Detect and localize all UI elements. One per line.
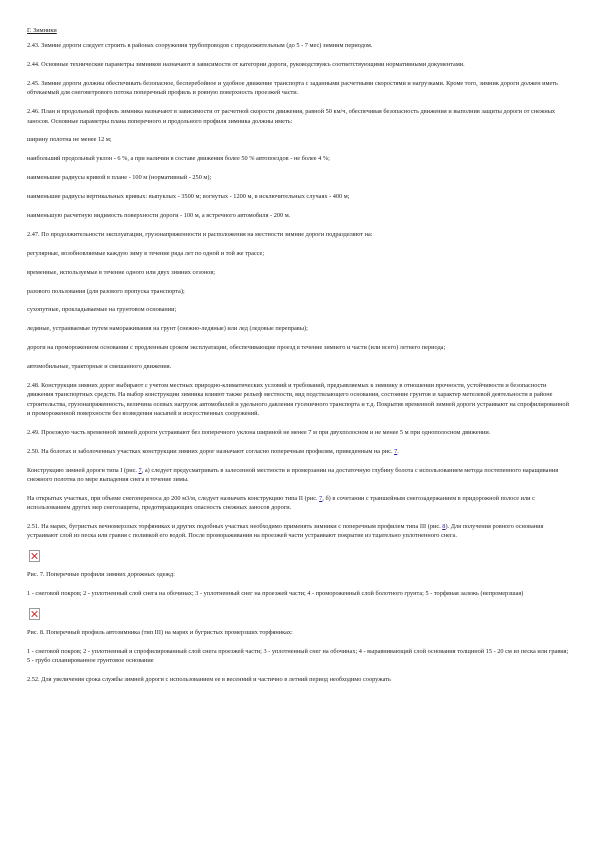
figure-7-link[interactable]: 7 xyxy=(319,494,323,502)
paragraph-type-2-end: , б) в сочетании с траншейным снегозадержанием в придорожной полосе или с использованием других мер снегозащиты, предотвращающих опасность снежных заносов дороги. xyxy=(27,494,535,512)
paragraph-type-2-text: На открытых участках, при объеме снегопереноса до 200 м3/м, следует назначать конструкцию типа II (рис. xyxy=(27,494,320,502)
paragraph-2-43: 2.43. Зимние дороги следует строить в районах сооружения трубопроводов с продолжительным (до 5 - 7 мес) зимним периодом. xyxy=(27,42,373,50)
paragraph-2-49: 2.49. Проезжую часть временной зимней дороги устраивают без поперечного уклона шириной не менее 7 м при двухполосном и не менее 5 м при однополосном движении. xyxy=(27,428,491,436)
paragraph-2-44: 2.44. Основные технические параметры зимников назначают в зависимости от категории дороги, руководствуясь соответствующими нормативными документами. xyxy=(27,61,465,69)
paragraph-2-46: 2.46. План и продольный профиль зимника назначают в зависимости от расчетной скорости движения, равной 50 км/ч, обеспечивая безопасность движения и выполнив защиты дороги от снежных заносов. Основные параметры плана поперечного и продольного профиля зимника должны иметь: xyxy=(27,108,556,125)
paragraph-2-50 xyxy=(27,447,572,456)
paragraph-2-47: 2.47. По продолжительности эксплуатации, грузонапряженности и расположения на местности зимние дороги подразделяют на: xyxy=(27,230,373,238)
paragraph-2-51 xyxy=(27,522,572,541)
list-item-frozen-base: дороги на промороженном основании с продленным сроком эксплуатации, обеспечивающие проезд в течение зимнего и части (или всего) летнего периода; xyxy=(27,344,446,352)
list-item-single-use: разового пользования (для разового пропуска транспорта); xyxy=(27,287,185,295)
list-item-slope: наибольший продольный уклон - 6 %, а при наличии в составе движения более 50 % автопоездов - не более 4 %; xyxy=(27,155,330,163)
figure-8-link[interactable]: 8 xyxy=(442,522,446,530)
list-item-ice: ледяные, устраиваемые путем намораживания на грунт (снежно-ледяные) или лед (ледовые переправы); xyxy=(27,325,308,333)
broken-image-icon xyxy=(29,550,40,562)
list-item-temporary: временные, используемые в течение одного или двух зимних сезонов; xyxy=(27,268,216,276)
paragraph-type-1 xyxy=(27,466,572,485)
figure-7-link[interactable]: 7 xyxy=(138,466,142,474)
figure-7-caption: Рис. 7. Поперечные профили зимних дорожных одежд: xyxy=(27,571,175,579)
paragraph-type-2 xyxy=(27,494,572,513)
paragraph-2-51-end: ). Для получения ровного основания устраивают слой из песка или гравия с поливкой его водой. После промораживания на проезжей части устраивают покрытие из тщательно уплотненного снега. xyxy=(27,522,544,540)
document-page xyxy=(27,26,572,694)
paragraph-2-52: 2.52. Для увеличения срока службы зимней дороги с использованием ее в весенний и частично в летний период необходимо сооружать xyxy=(27,676,391,684)
list-item-regular: регулярные, возобновляемые каждую зиму в течение ряда лет по одной и той же трассе; xyxy=(27,249,265,257)
broken-image-icon xyxy=(29,608,40,620)
paragraph-2-48: 2.48. Конструкции зимних дорог выбирают с учетом местных природно-климатических условий и требований, предъявляемых к зимнику в отношении прочности, устойчивости и безопасности движения транспортных средств. На выбор конструкции зимника влияют также рельеф местности, вид подстилающего основания, состояние грунтов и характер метелевой деятельности в районе строительства, грузонапряженность, величина осевых нагрузок автомобилей и удельного давления гусеничного транспорта и т.д. Покрытие временной зимней дороги устраивают на спрофилированной и промороженной поверхности без возведения насыпей и искусственных сооружений. xyxy=(27,382,569,417)
paragraph-2-51-text: 2.51. На марях, бугристых вечномерзлых торфяниках и других подобных участках необходимо применять зимники с поперечным профилем типа III (рис. xyxy=(27,522,443,530)
list-item-width: ширину полотна не менее 12 м; xyxy=(27,136,112,144)
paragraph-type-1-text: Конструкцию зимней дороги типа I (рис. xyxy=(27,466,139,474)
list-item-visibility: наименьшую расчетную видимость поверхности дороги - 100 м, а встречного автомобиля - 200 м. xyxy=(27,212,291,220)
paragraph-2-50-end: . xyxy=(397,447,399,455)
figure-8-legend: 1 - снеговой покров; 2 - уплотненный и спрофилированный слой снега проезжей части; 3 - уплотненный снег на обочинах; 4 - выравнивающий слой основания толщиной 15 - 20 см из песка или гравия; 5 - грубо спланированное грунтовое основание xyxy=(27,647,569,665)
figure-8-caption: Рис. 8. Поперечный профиль автозимника (тип III) на марях и бугристых промерзших торфяниках: xyxy=(27,628,293,636)
figure-7-legend: 1 - снеговой покров; 2 - уплотненный слой снега на обочинах; 3 - уплотненный снег на проезжей части; 4 - промороженный слой болотного грунта; 5 - торфяная залежь (непромерзшая) xyxy=(27,590,524,598)
list-item-vehicle-types: автомобильные, тракторные и смешанного движения. xyxy=(27,363,172,371)
list-item-plan-radius: наименьшие радиусы кривой в плане - 100 м (нормативный - 250 м); xyxy=(27,174,212,182)
paragraph-2-45: 2.45. Зимние дороги должны обеспечивать безопасное, бесперебойное и удобное движение транспорта с заданными расчетными скоростями и нагрузками. Кроме того, зимник дороги должен иметь обтекаемый для снеговетрового потока поперечный профиль и ровную поверхность проезжей части. xyxy=(27,80,558,97)
paragraph-type-1-end: , а) следует предусматривать в залесенной местности и промерзании на достаточную глубину болота с использованием метода постепенного наращивания снежного полотна по мере выпадения снега в течение зимы. xyxy=(27,466,559,483)
section-heading: Г. Зимники xyxy=(27,27,57,34)
figure-7-link[interactable]: 7 xyxy=(394,447,398,455)
list-item-land: сухопутные, прокладываемые на грунтовом основании; xyxy=(27,306,177,314)
list-item-vertical-radius: наименьшие радиусы вертикальных кривых: выпуклых - 3500 м; вогнутых - 1200 м, в исключительных случаях - 400 м; xyxy=(27,193,350,201)
paragraph-2-50-text: 2.50. На болотах и заболоченных участках конструкции зимних дорог назначают согласно поперечным профилям, приведенным на рис. xyxy=(27,447,395,455)
